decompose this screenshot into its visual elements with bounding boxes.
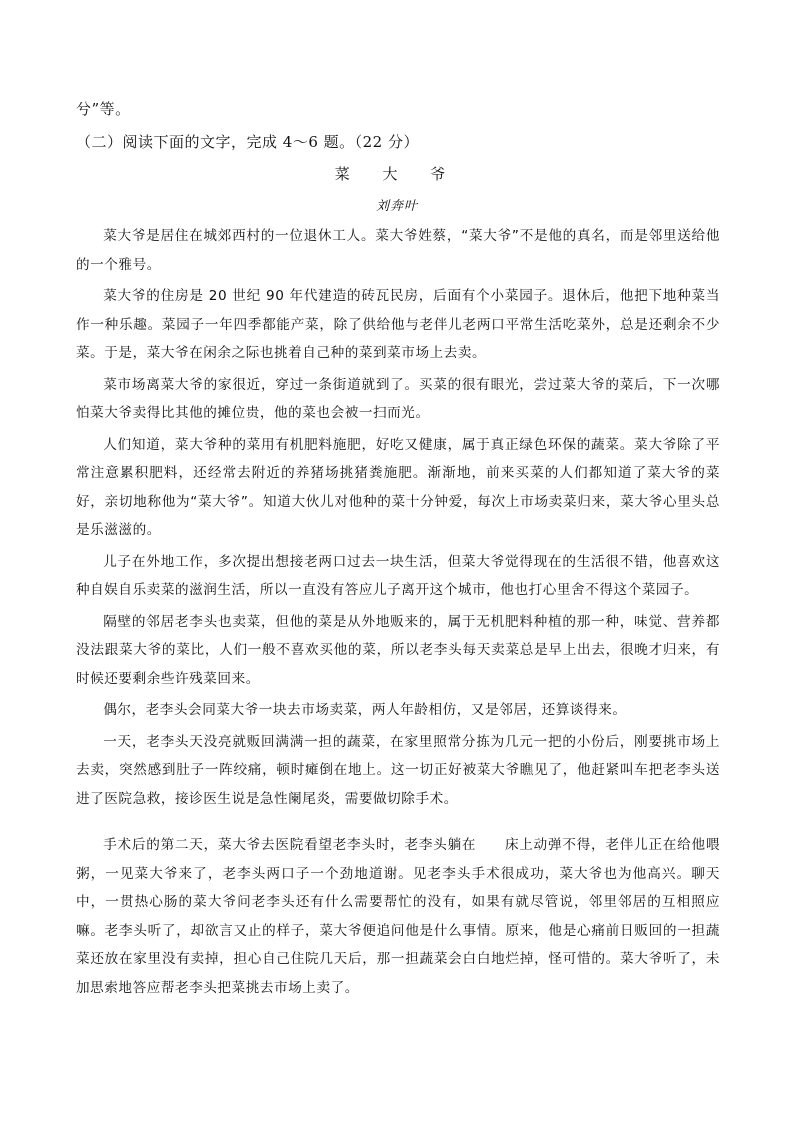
paragraph: 偶尔，老李头会同菜大爷一块去市场卖菜，两人年龄相仿，又是邻居，还算谈得来。 [103,702,627,718]
paragraph: 菜市场离菜大爷的家很近，穿过一条街道就到了。买菜的很有眼光，尝过菜大爷的菜后，下一次哪怕菜大爷卖得比其他的摊位贵，他的菜也会被一扫而光。 [76,376,720,421]
paragraph: 菜大爷的住房是 20 世纪 90 年代建造的砖瓦民房，后面有个小菜园子。退休后，他把下地种菜当作一种乐趣。菜园子一年四季都能产菜，除了供给他与老伴儿老两口平常生活吃菜外，总是还剩余不少菜。于是，菜大爷在闲余之际也挑着自己种的菜到菜市场上去卖。 [76,288,720,361]
paragraph: 手术后的第二天，菜大爷去医院看望老李头时，老李头躺在 床上动弹不得，老伴儿正在给他喂粥，一见菜大爷来了，老李头两口子一个劲地道谢。见老李头手术很成功，菜大爷也为他高兴。聊天中，一贯热心肠的菜大爷问老李头还有什么需要帮忙的没有，如果有就尽管说，邻里邻居的互相照应嘛。老李头听了，却欲言又止的样子，菜大爷便追问他是什么事情。原来，他是心痛前日贩回的一担蔬菜还放在家里没有卖掉，担心自己住院几天后，那一担蔬菜会白白地烂掉，怪可惜的。菜大爷听了，未加思索地答应帮老李头把菜挑去市场上卖了。 [76,837,720,996]
paragraph: 人们知道，菜大爷种的菜用有机肥料施肥，好吃又健康，属于真正绿色环保的蔬菜。菜大爷除了平常注意累积肥料，还经常去附近的养猪场挑猪粪施肥。渐渐地，前来买菜的人们都知道了菜大爷的菜好，亲切地称他为“菜大爷”。知道大伙儿对他种的菜十分钟爱，每次上市场卖菜归来，菜大爷心里头总是乐滋滋的。 [76,436,720,538]
section-heading: （二）阅读下面的文字，完成 4～6 题。（22 分） [76,133,419,151]
paragraph: 一天，老李头天没亮就贩回满满一担的蔬菜，在家里照常分拣为几元一把的小份后，刚要挑市场上去卖，突然感到肚子一阵绞痛，顿时瘫倒在地上。这一切正好被菜大爷瞧见了，他赶紧叫车把老李头送进了医院急救，接诊医生说是急性阑尾炎，需要做切除手术。 [76,733,720,807]
paragraph: 隔壁的邻居老李头也卖菜，但他的菜是从外地贩来的，属于无机肥料种植的那一种，味觉、营养都没法跟菜大爷的菜比，人们一般不喜欢买他的菜，所以老李头每天卖菜总是早上出去，很晚才归来，有时候还要剩余些许残菜回来。 [76,613,720,687]
article-title: 菜 大 爷 [334,165,460,183]
article-author: 刘奔叶 [375,199,418,214]
article-body [76,222,720,1005]
paragraph: 儿子在外地工作，多次提出想接老两口过去一块生活，但菜大爷觉得现在的生活很不错，他喜欢这种自娱自乐卖菜的滋润生活，所以一直没有答应儿子离开这个城市，他也打心里舍不得这个菜园子。 [76,553,720,598]
previous-section-tail: 兮”等。 [76,100,131,118]
paragraph: 菜大爷是居住在城郊西村的一位退休工人。菜大爷姓蔡，“菜大爷”不是他的真名，而是邻里送给他的一个雅号。 [76,228,720,273]
